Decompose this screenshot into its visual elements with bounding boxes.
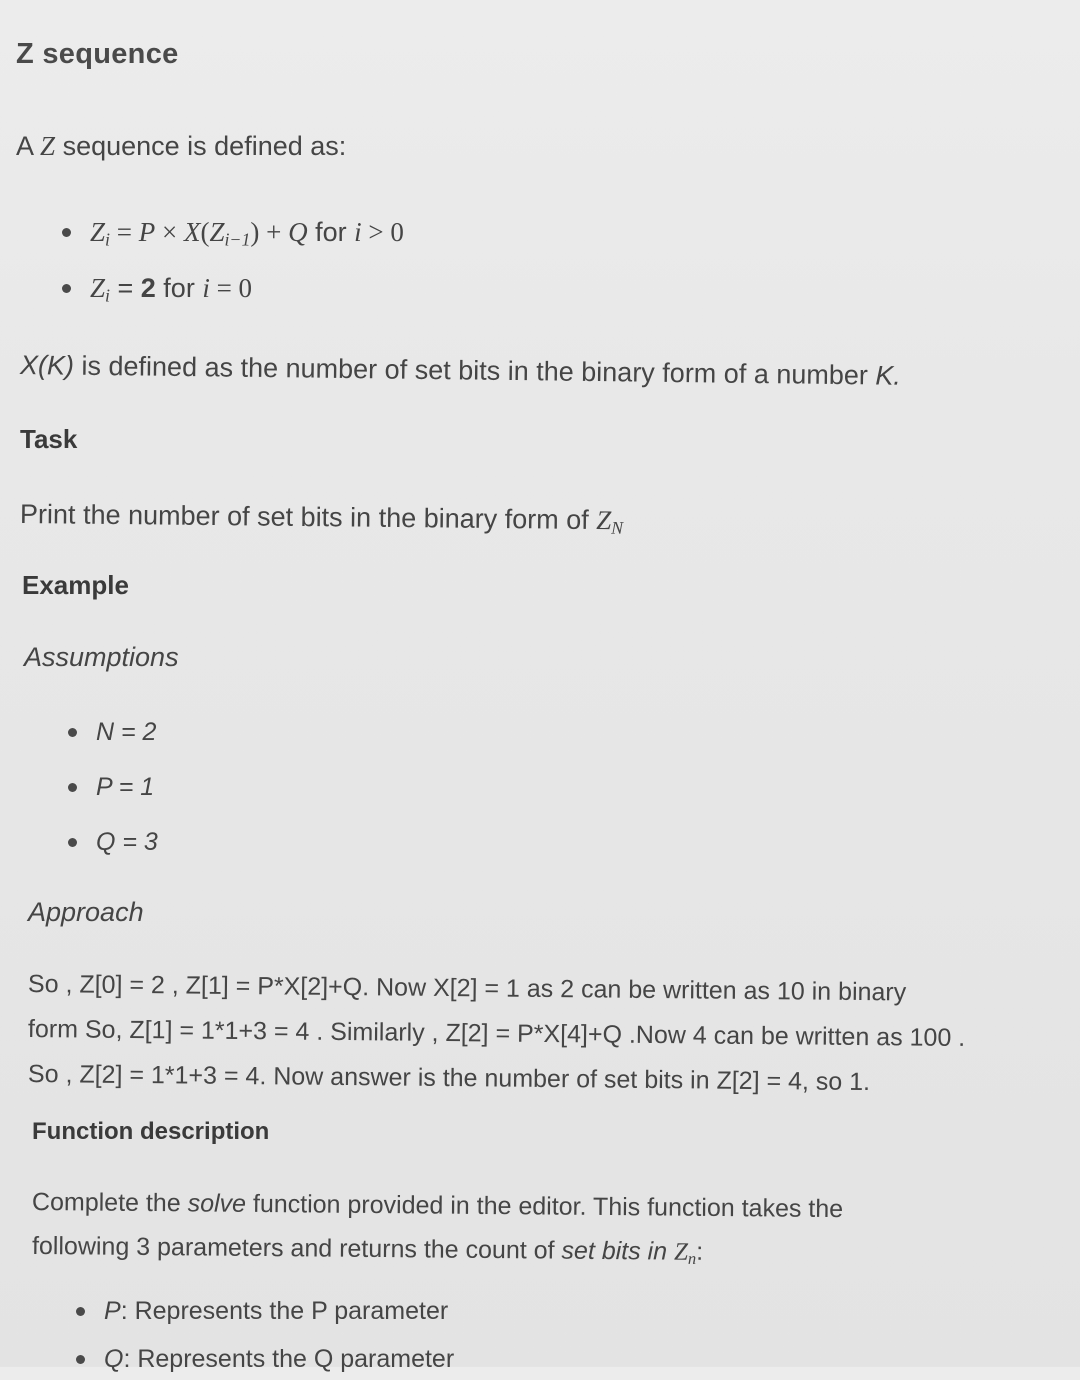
def-inner-z-sub: i−1 xyxy=(224,229,251,250)
task-text xyxy=(20,499,624,539)
funcdesc-var: Z xyxy=(673,1238,689,1266)
approach-heading: Approach xyxy=(28,897,144,927)
approach-line-1: So , Z[0] = 2 , Z[1] = P*X[2]+Q. Now X[2] = 1 as 2 can be written as 10 in binary xyxy=(27,970,907,1007)
param-q-desc: : Represents the Q parameter xyxy=(123,1345,455,1373)
funcdesc-fn-name: solve xyxy=(187,1189,247,1218)
param-p-desc: : Represents the P parameter xyxy=(120,1297,449,1325)
def-open: ( xyxy=(200,217,210,247)
param-p xyxy=(104,1290,454,1332)
base-z-sub: i xyxy=(105,285,110,306)
intro-z-symbol: Z xyxy=(40,131,56,161)
def-cond-var: i xyxy=(354,217,362,247)
assumptions-list xyxy=(96,712,158,862)
param-q xyxy=(104,1338,454,1380)
def-p: P xyxy=(138,217,156,247)
def-plus: + xyxy=(259,217,289,247)
base-cond-var: i xyxy=(202,273,210,303)
approach-line-3: So , Z[2] = 1*1+3 = 4. Now answer is the number of set bits in Z[2] = 4, so 1. xyxy=(27,1060,871,1097)
assumptions-heading: Assumptions xyxy=(24,642,179,672)
intro-text xyxy=(16,131,346,162)
assumption-p: P = 1 xyxy=(96,767,158,807)
base-z: Z xyxy=(90,273,106,303)
definition-recursive xyxy=(90,210,404,254)
function-description-heading: Function description xyxy=(32,1118,270,1145)
assumption-q: Q = 3 xyxy=(96,822,158,862)
task-text-body: Print the number of set bits in the binary form of xyxy=(19,499,597,536)
task-var: Z xyxy=(596,505,612,536)
approach-line-2: form So, Z[1] = 1*1+3 = 4 . Similarly , Z[2] = P*X[4]+Q .Now 4 can be written as 100 . xyxy=(27,1015,966,1052)
example-heading: Example xyxy=(22,570,129,600)
def-cond-rel: > 0 xyxy=(361,217,404,247)
definition-base xyxy=(90,266,404,310)
def-close: ) xyxy=(250,217,260,247)
xk-term: X(K) xyxy=(19,350,75,381)
task-var-sub: N xyxy=(611,517,624,538)
base-value: 2 xyxy=(140,273,156,303)
def-for: for xyxy=(307,217,355,247)
funcdesc-var-sub: n xyxy=(687,1248,697,1268)
task-heading: Task xyxy=(20,424,78,454)
intro-suffix: sequence is defined as: xyxy=(55,131,347,161)
funcdesc-line1-b: function provided in the editor. This function takes the xyxy=(245,1189,844,1224)
funcdesc-line2-a: following 3 parameters and returns the count of xyxy=(31,1232,562,1265)
funcdesc-line2-em: set bits in xyxy=(561,1236,675,1266)
base-for: for xyxy=(155,273,203,303)
def-q: Q xyxy=(288,217,308,247)
definition-list xyxy=(90,210,404,310)
def-times: × xyxy=(155,217,184,247)
def-x: X xyxy=(183,217,201,247)
param-p-name: P xyxy=(104,1297,121,1325)
funcdesc-line-2 xyxy=(32,1224,844,1282)
def-z: Z xyxy=(90,217,106,247)
funcdesc-line2-end: : xyxy=(696,1237,704,1266)
param-q-name: Q xyxy=(104,1345,124,1373)
def-z-sub: i xyxy=(105,229,110,250)
funcdesc-line1-a: Complete the xyxy=(31,1188,188,1218)
approach-text xyxy=(28,962,1048,1097)
base-eq: = xyxy=(109,273,141,303)
def-inner-z: Z xyxy=(209,217,225,247)
page-title: Z sequence xyxy=(16,38,179,70)
def-eq: = xyxy=(109,217,139,247)
xk-var: K. xyxy=(875,360,902,391)
assumption-n: N = 2 xyxy=(96,712,158,752)
xk-text: is defined as the number of set bits in the binary form of a number xyxy=(73,350,876,391)
intro-prefix: A xyxy=(16,131,41,161)
base-cond-rel: = 0 xyxy=(209,273,253,303)
xk-definition xyxy=(20,350,901,392)
function-description-text xyxy=(32,1180,843,1275)
funcdesc-line-1 xyxy=(32,1180,844,1231)
